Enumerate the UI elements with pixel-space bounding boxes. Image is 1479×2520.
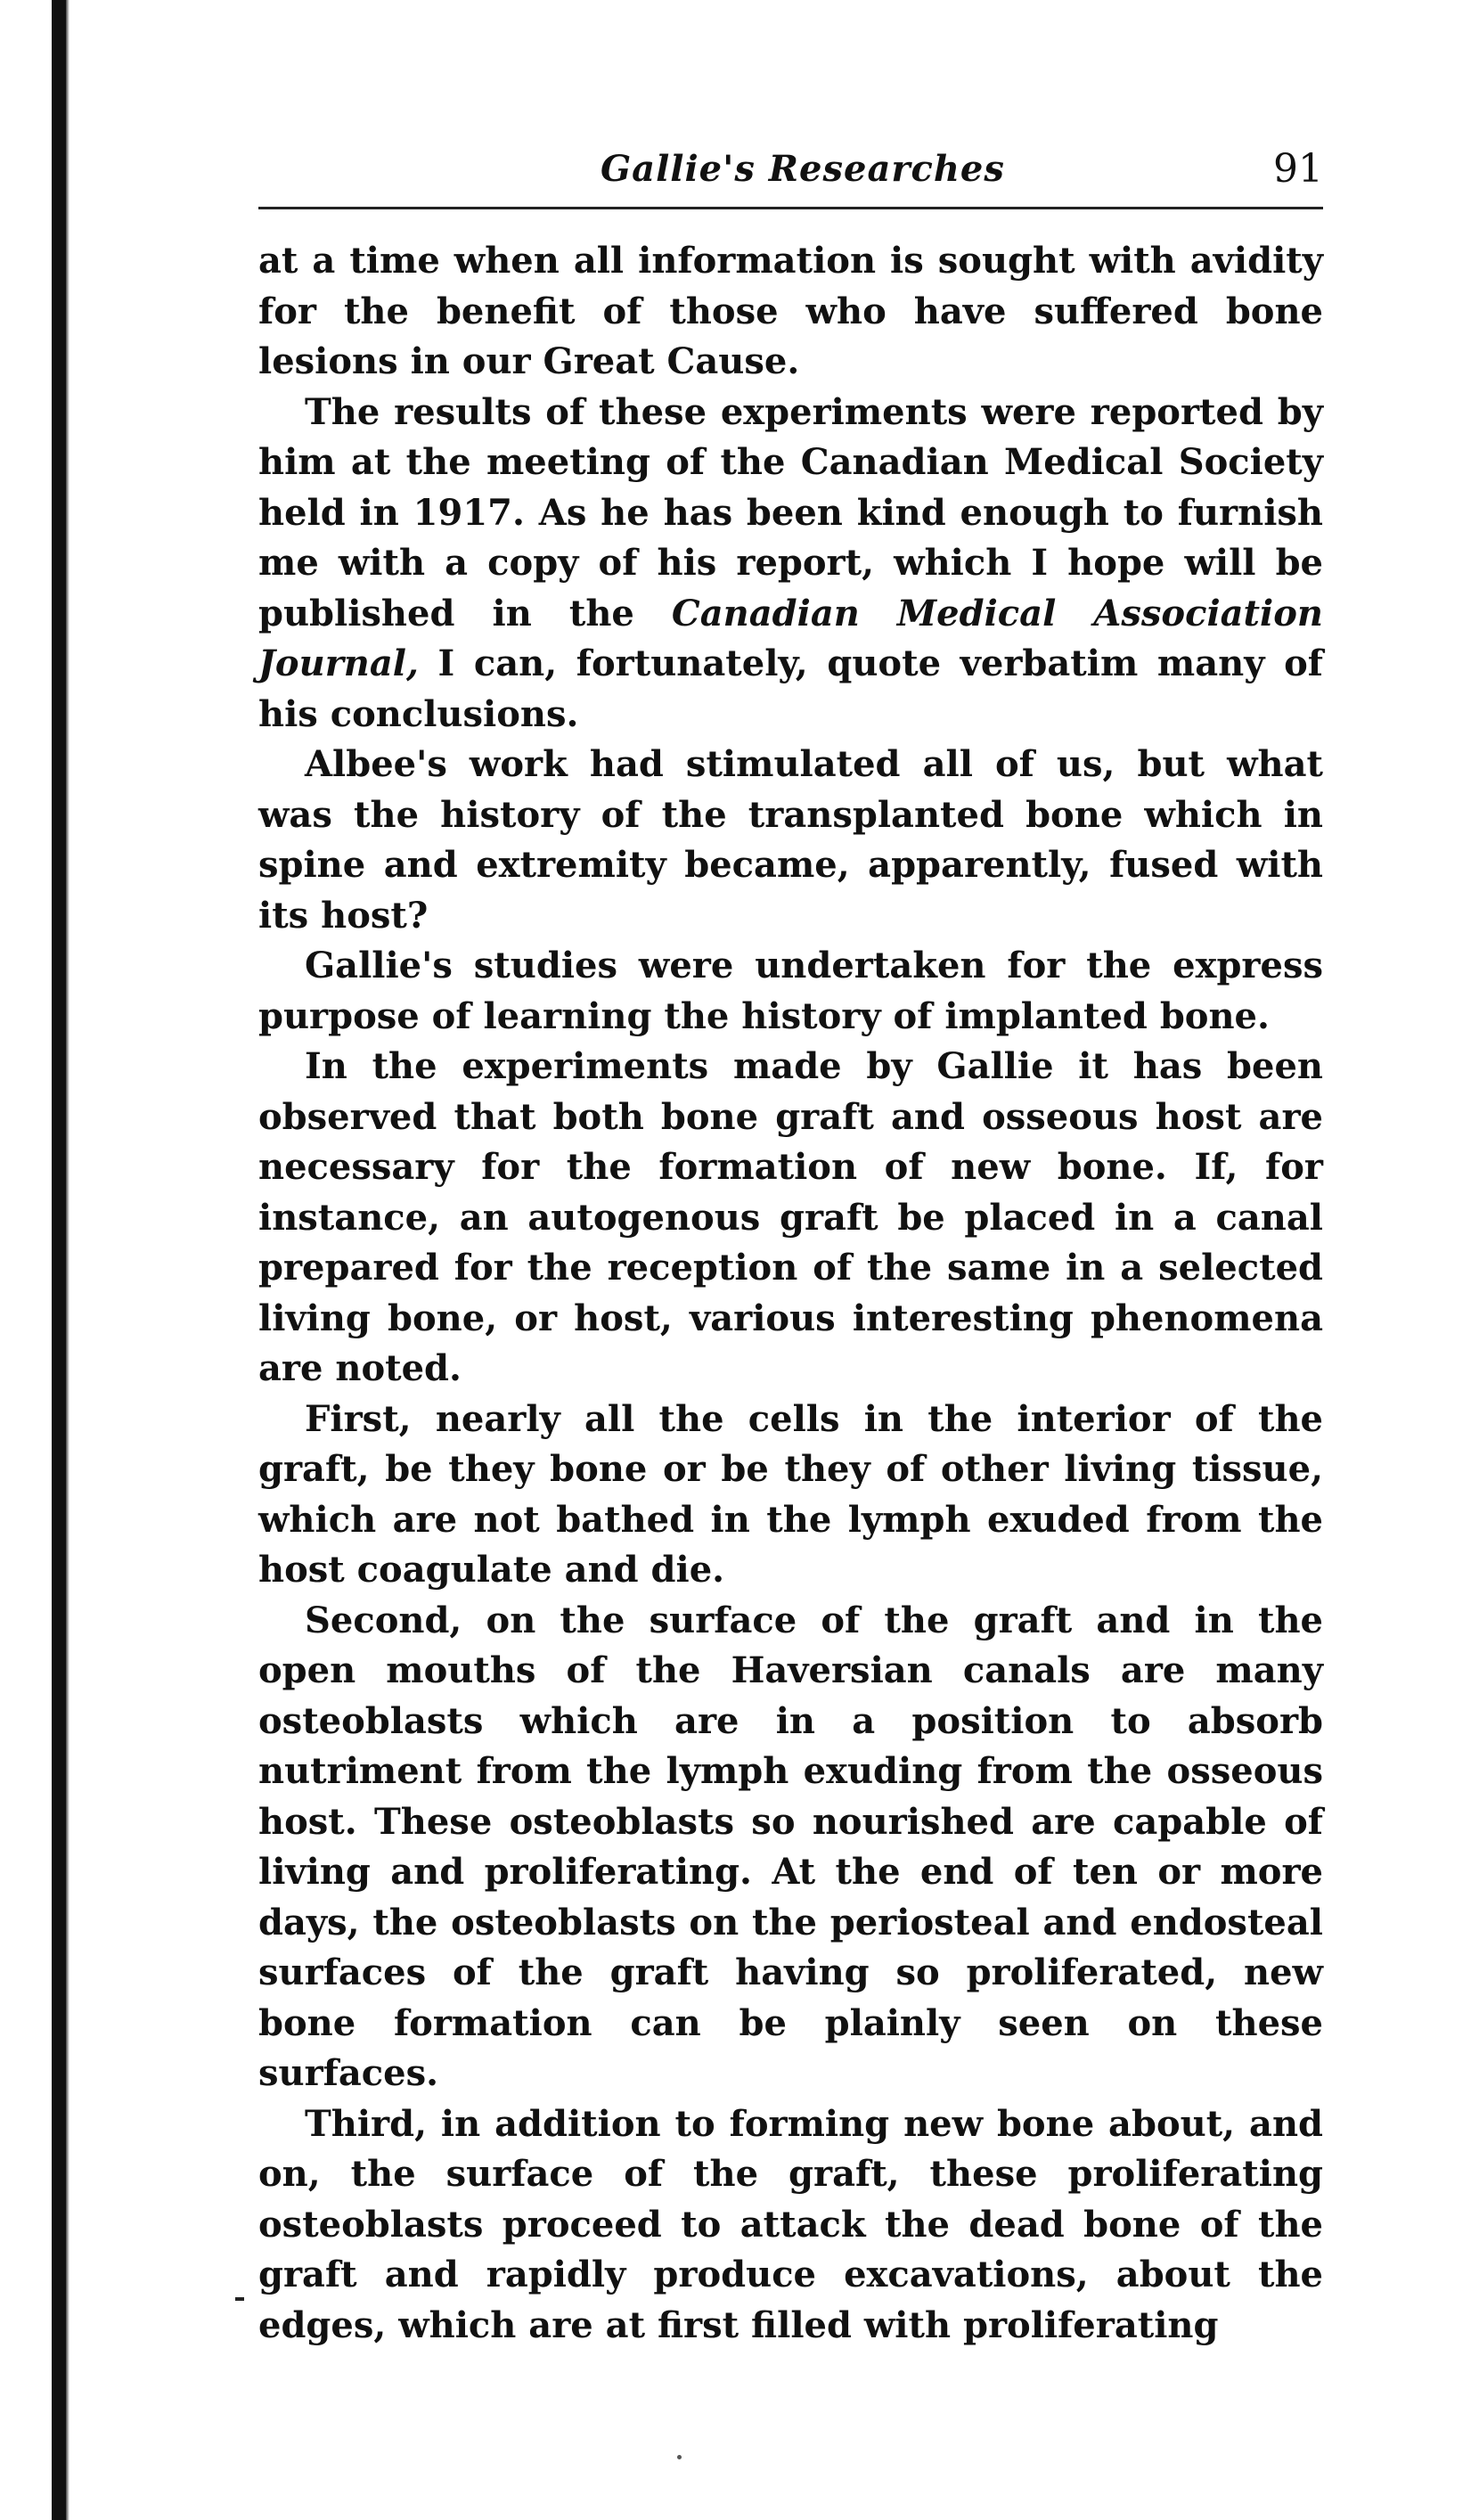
paragraph-6: First, nearly all the cells in the interior of the graft, be they bone or be they of other living tissue, which are not bathed in the lymph exuded from the host coagulate and die.: [258, 1397, 1323, 1591]
journal-title: Canadian Medical Association Journal,: [258, 592, 1323, 684]
body-text: [258, 236, 1323, 2351]
paragraph-3: Albee's work had stimulated all of us, but what was the history of the transplanted bone which in spine and extremity became, apparently, fused with its host?: [258, 743, 1323, 937]
running-head: Gallie's Researches: [601, 148, 1005, 190]
page-number: 91: [1273, 146, 1323, 192]
bottom-dot: [677, 2455, 682, 2459]
paragraph-8: Third, in addition to forming new bone about, and on, the surface of the graft, these proliferating osteoblasts proceed to attack the dead bone of the graft and rapidly produce excavations, about the edges, which are at first filled with proliferating: [258, 2102, 1323, 2346]
paragraph-7: Second, on the surface of the graft and in the open mouths of the Haversian canals are many osteoblasts which are in a position to absorb nutriment from the lymph exuding from the osseous host. These osteoblasts so nourished are capable of living and proliferating. At the end of ten or more days, the osteoblasts on the periosteal and endosteal surfaces of the graft having so proliferated, new bone formation can be plainly seen on these surfaces.: [258, 1599, 1323, 2094]
page-header: [258, 143, 1323, 207]
margin-mark: [235, 2297, 244, 2301]
paragraph-5: In the experiments made by Gallie it has been observed that both bone graft and osseous host are necessary for the formation of new bone. If, for instance, an autogenous graft be placed in a canal prepared for the reception of the same in a selected living bone, or host, various interesting phenomena are noted.: [258, 1045, 1323, 1389]
paragraph-2-part2: I can, fortunately, quote verbatim many of his conclusions.: [258, 642, 1323, 735]
paragraph-2-part1: The results of these experiments were reported by him at the meeting of the Canadian Medical Society held in 1917. As he has been kind enough to furnish me with a copy of his report, which I hope will be published in the: [258, 390, 1323, 634]
paragraph-4: Gallie's studies were undertaken for the express purpose of learning the history of implanted bone.: [258, 945, 1323, 1037]
paragraph-1: at a time when all information is sought with avidity for the benefit of those who have suffered bone lesions in our Great Cause.: [258, 240, 1323, 382]
header-rule: [258, 207, 1323, 209]
paragraph-2: [258, 388, 1323, 740]
page-binding-edge: [52, 0, 66, 2520]
